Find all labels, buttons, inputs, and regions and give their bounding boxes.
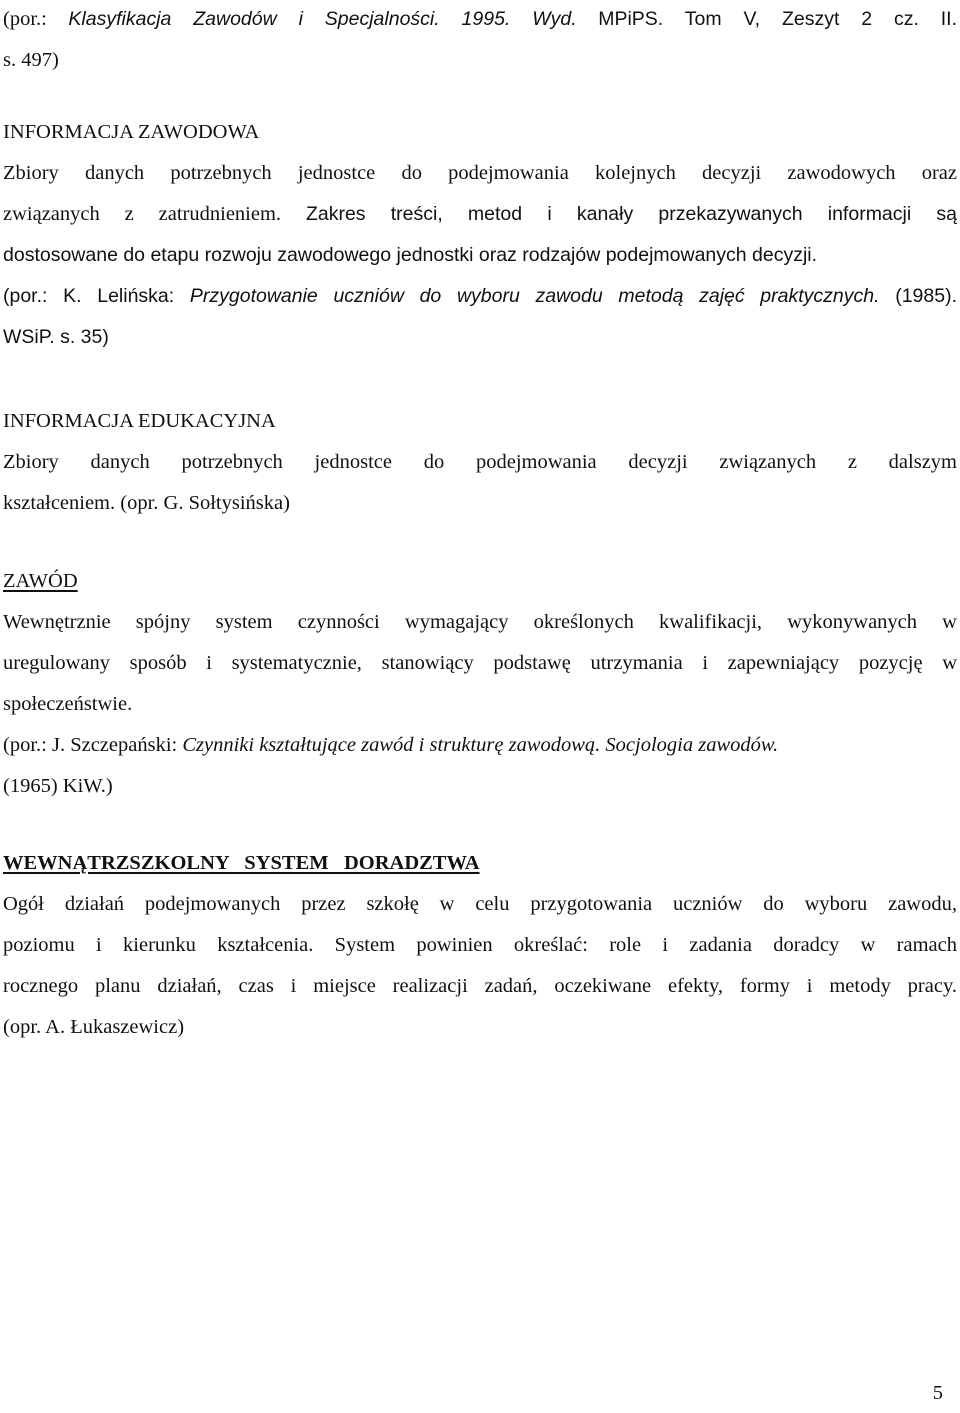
heading-zawod: ZAWÓD [3, 570, 78, 592]
source-year: (1985). [895, 285, 957, 307]
definition-text: Zakres treści, metod i kanały przekazywanych informacji są [305, 203, 957, 225]
source-prefix: (por.: K. Lelińska: [3, 285, 175, 307]
source-line: (opr. A. Łukaszewicz) [3, 1016, 185, 1038]
citation-line-2: s. 497) [3, 49, 59, 71]
citation-prefix: (por.: [3, 8, 47, 30]
definition-line: rocznego planu działań, czas i miejsce realizacji zadań, oczekiwane efekty, formy i metody pracy. [3, 975, 957, 997]
section-informacja-edukacyjna [3, 401, 957, 524]
citation-line-1 [3, 0, 957, 40]
section-zawod [3, 561, 957, 807]
definition-line: Wewnętrznie spójny system czynności wymagający określonych kwalifikacji, wykonywanych w [3, 611, 957, 633]
source-line: WSiP. s. 35) [3, 326, 109, 348]
definition-line: kształceniem. (opr. G. Sołtysińska) [3, 492, 290, 514]
heading-wsd: WEWNĄTRZSZKOLNY SYSTEM DORADZTWA [3, 852, 480, 874]
source-line [3, 276, 957, 317]
definition-line: dostosowane do etapu rozwoju zawodowego jednostki oraz rodzajów podejmowanych decyzji. [3, 244, 818, 266]
source-title: Przygotowanie uczniów do wyboru zawodu metodą zajęć praktycznych. [189, 285, 880, 307]
citation-publisher: MPiPS. Tom V, Zeszyt 2 cz. II. [598, 8, 957, 30]
source-title: Czynniki kształtujące zawód i strukturę zawodową. Socjologia zawodów. [182, 734, 779, 756]
page-number: 5 [932, 1382, 943, 1404]
definition-line: uregulowany sposób i systematycznie, stanowiący podstawę utrzymania i zapewniający pozycję w [3, 652, 957, 674]
definition-line: poziomu i kierunku kształcenia. System powinien określać: role i zadania doradcy w ramach [3, 934, 957, 956]
section-wsd [3, 843, 957, 1048]
section-informacja-zawodowa [3, 112, 957, 358]
definition-line: Zbiory danych potrzebnych jednostce do podejmowania kolejnych decyzji zawodowych oraz [3, 162, 957, 184]
definition-line [3, 194, 957, 235]
source-prefix: (por.: J. Szczepański: [3, 734, 178, 756]
heading-informacja-edukacyjna: INFORMACJA EDUKACYJNA [3, 410, 276, 432]
source-line: (1965) KiW.) [3, 775, 113, 797]
citation-title: Klasyfikacja Zawodów i Specjalności. 1995. Wyd. [68, 8, 577, 30]
definition-line: społeczeństwie. [3, 693, 133, 715]
definition-text: związanych z zatrudnieniem. [3, 203, 282, 225]
citation-block [3, 0, 957, 81]
source-line [3, 725, 957, 766]
definition-line: Zbiory danych potrzebnych jednostce do podejmowania decyzji związanych z dalszym [3, 451, 957, 473]
definition-line: Ogół działań podejmowanych przez szkołę w celu przygotowania uczniów do wyboru zawodu, [3, 893, 957, 915]
heading-informacja-zawodowa: INFORMACJA ZAWODOWA [3, 121, 260, 143]
